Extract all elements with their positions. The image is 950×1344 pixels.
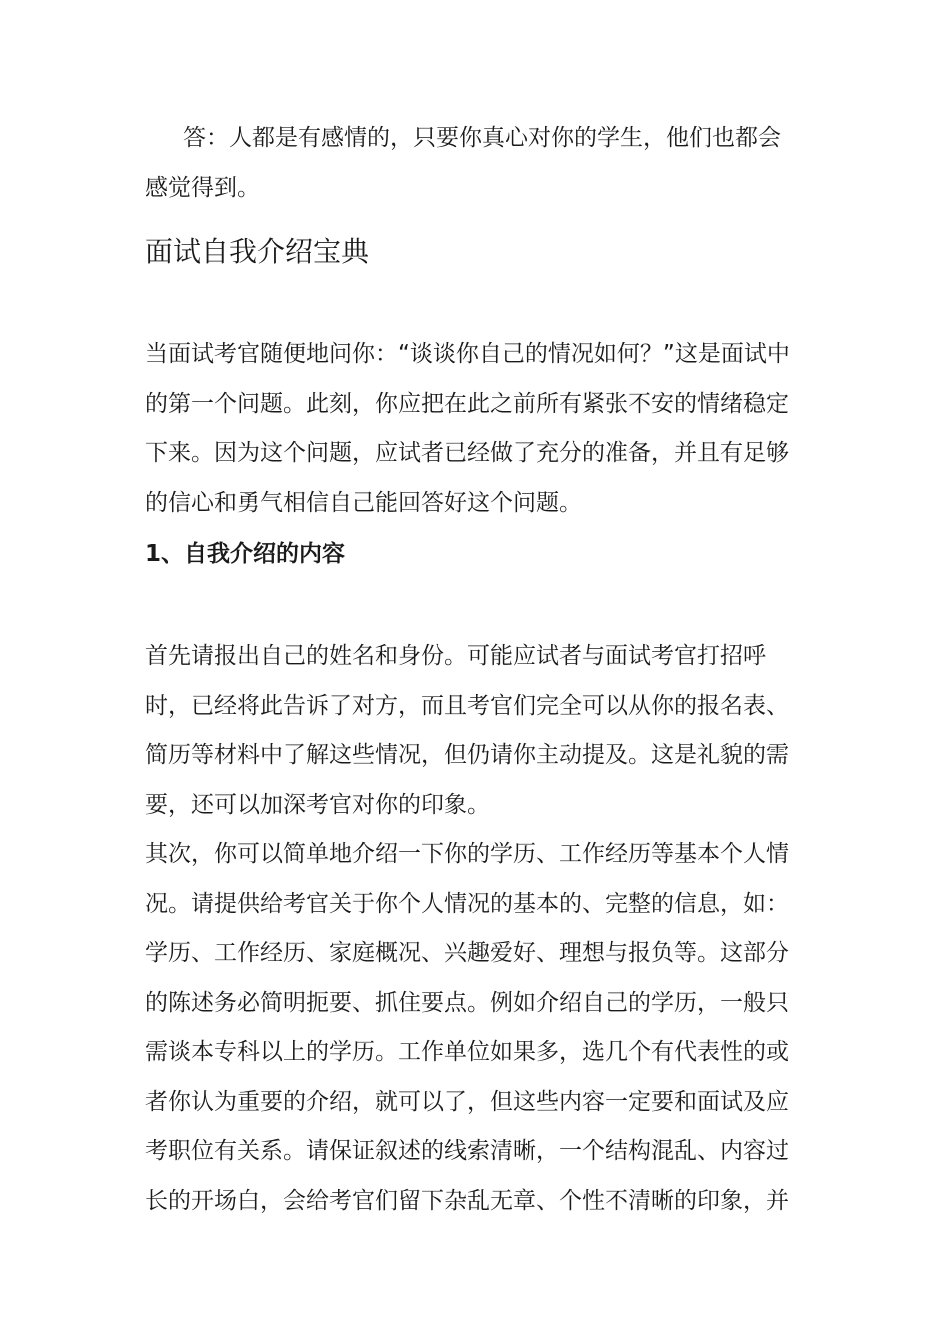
content-line: 首先请报出自己的姓名和身份。可能应试者与面试考官打招呼 [145, 643, 766, 669]
intro-line: 下来。因为这个问题，应试者已经做了充分的准备，并且有足够 [145, 440, 789, 466]
content-line: 长的开场白，会给考官们留下杂乱无章、个性不清晰的印象，并 [145, 1187, 789, 1214]
content-line: 的陈述务必简明扼要、抓住要点。例如介绍自己的学历，一般只 [145, 989, 789, 1016]
intro-line: 的第一个问题。此刻，你应把在此之前所有紧张不安的情绪稳定 [145, 390, 789, 417]
content-line: 考职位有关系。请保证叙述的线索清晰，一个结构混乱、内容过 [145, 1138, 789, 1164]
intro-paragraph [145, 330, 810, 528]
content-line: 况。请提供给考官关于你个人情况的基本的、完整的信息，如： [145, 890, 789, 917]
intro-line: 的信心和勇气相信自己能回答好这个问题。 [145, 489, 582, 516]
answer-paragraph [145, 114, 810, 213]
page-title: 面试自我介绍宝典 [145, 235, 370, 268]
content-line: 时，已经将此告诉了对方，而且考官们完全可以从你的报名表、 [145, 692, 789, 719]
content-line: 其次，你可以简单地介绍一下你的学历、工作经历等基本个人情 [145, 841, 789, 867]
intro-line: 当面试考官随便地问你：“谈谈你自己的情况如何？”这是面试中 [145, 341, 790, 367]
content-line: 要，还可以加深考官对你的印象。 [145, 791, 490, 818]
content-line: 需谈本专科以上的学历。工作单位如果多，选几个有代表性的或 [145, 1039, 789, 1065]
answer-line: 答：人都是有感情的，只要你真心对你的学生，他们也都会 [183, 125, 781, 151]
content-paragraph [145, 632, 810, 1226]
content-line: 学历、工作经历、家庭概况、兴趣爱好、理想与报负等。这部分 [145, 940, 789, 966]
content-line: 简历等材料中了解这些情况，但仍请你主动提及。这是礼貌的需 [145, 742, 789, 768]
answer-line: 感觉得到。 [145, 174, 260, 201]
section-heading: 1、自我介绍的内容 [145, 541, 346, 567]
content-line: 者你认为重要的介绍，就可以了，但这些内容一定要和面试及应 [145, 1088, 789, 1115]
